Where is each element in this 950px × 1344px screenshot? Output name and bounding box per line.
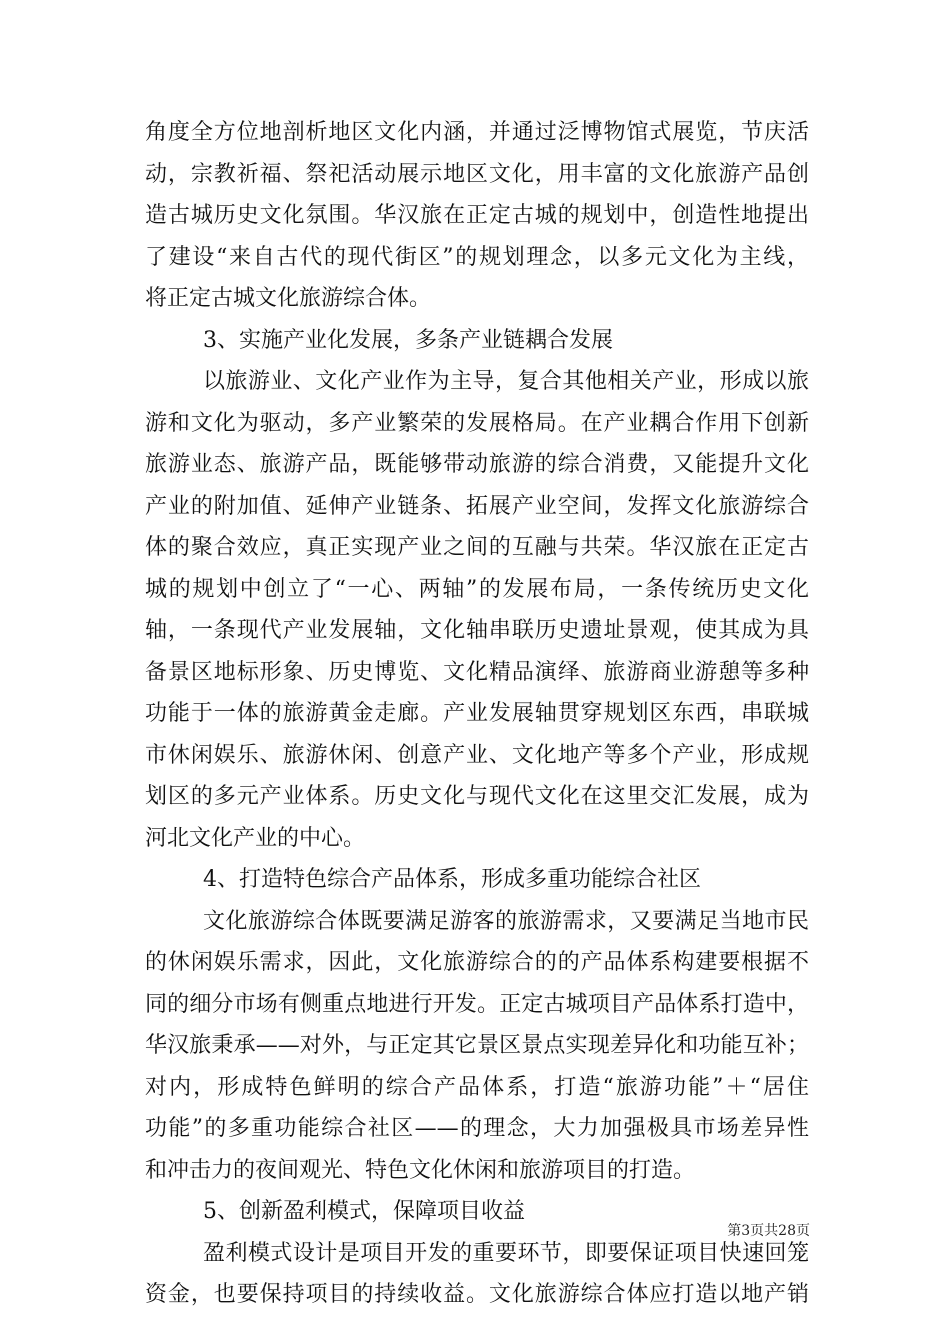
text-line: 功能于一体的旅游黄金走廊。产业发展轴贯穿规划区东西，串联城 [145, 701, 809, 726]
text-line: 和冲击力的夜间观光、特色文化休闲和旅游项目的打造。 [145, 1157, 696, 1183]
text-line: 旅游业态、旅游产品，既能够带动旅游的综合消费，又能提升文化 [145, 452, 809, 477]
text-line: 产业的附加值、延伸产业链条、拓展产业空间，发挥文化旅游综合 [145, 493, 809, 519]
text-line: 将正定古城文化旅游综合体。 [145, 286, 432, 311]
text-line: 轴，一条现代产业发展轴，文化轴串联历史遗址景观，使其成为具 [145, 618, 809, 643]
page-number-footer: 第3页共28页 [727, 1223, 810, 1239]
text-line: 城的规划中创立了“一心、两轴”的发展布局，一条传统历史文化 [145, 576, 809, 602]
text-line: 体的聚合效应，真正实现产业之间的互融与共荣。华汉旅在正定古 [145, 535, 809, 560]
text-line: 对内，形成特色鲜明的综合产品体系，打造“旅游功能”＋“居住 [145, 1074, 809, 1100]
text-line: 造古城历史文化氛围。华汉旅在正定古城的规划中，创造性地提出 [145, 203, 809, 228]
text-line: 角度全方位地剖析地区文化内涵，并通过泛博物馆式展览，节庆活 [145, 120, 809, 145]
paragraph-first-line: 以旅游业、文化产业作为主导，复合其他相关产业，形成以旅 [203, 369, 809, 394]
text-line: 了建设“来自古代的现代街区”的规划理念，以多元文化为主线， [145, 244, 809, 270]
text-line: 的休闲娱乐需求，因此，文化旅游综合的的产品体系构建要根据不 [145, 950, 809, 975]
text-line: 华汉旅秉承——对外，与正定其它景区景点实现差异化和功能互补； [145, 1033, 809, 1058]
body-text [145, 112, 809, 1316]
text-line: 河北文化产业的中心。 [145, 825, 366, 851]
text-line: 市休闲娱乐、旅游休闲、创意产业、文化地产等多个产业，形成规 [145, 742, 809, 768]
text-line: 划区的多元产业体系。历史文化与现代文化在这里交汇发展，成为 [145, 784, 809, 809]
section-heading-5: 5、创新盈利模式，保障项目收益 [203, 1199, 525, 1224]
text-line: 动，宗教祈福、祭祀活动展示地区文化，用丰富的文化旅游产品创 [145, 161, 809, 187]
section-heading-3: 3、实施产业化发展，多条产业链耦合发展 [203, 327, 613, 353]
text-line: 功能”的多重功能综合社区——的理念，大力加强极具市场差异性 [145, 1116, 809, 1141]
section-heading-4: 4、打造特色综合产品体系，形成多重功能综合社区 [203, 867, 701, 892]
text-line: 同的细分市场有侧重点地进行开发。正定古城项目产品体系打造中， [145, 991, 809, 1017]
text-line: 资金，也要保持项目的持续收益。文化旅游综合体应打造以地产销 [145, 1282, 809, 1307]
text-line: 游和文化为驱动，多产业繁荣的发展格局。在产业耦合作用下创新 [145, 410, 809, 436]
paragraph-first-line: 文化旅游综合体既要满足游客的旅游需求，又要满足当地市民 [203, 908, 809, 934]
paragraph-first-line: 盈利模式设计是项目开发的重要环节，即要保证项目快速回笼 [203, 1240, 809, 1266]
text-line: 备景区地标形象、历史博览、文化精品演绎、旅游商业游憩等多种 [145, 659, 809, 685]
